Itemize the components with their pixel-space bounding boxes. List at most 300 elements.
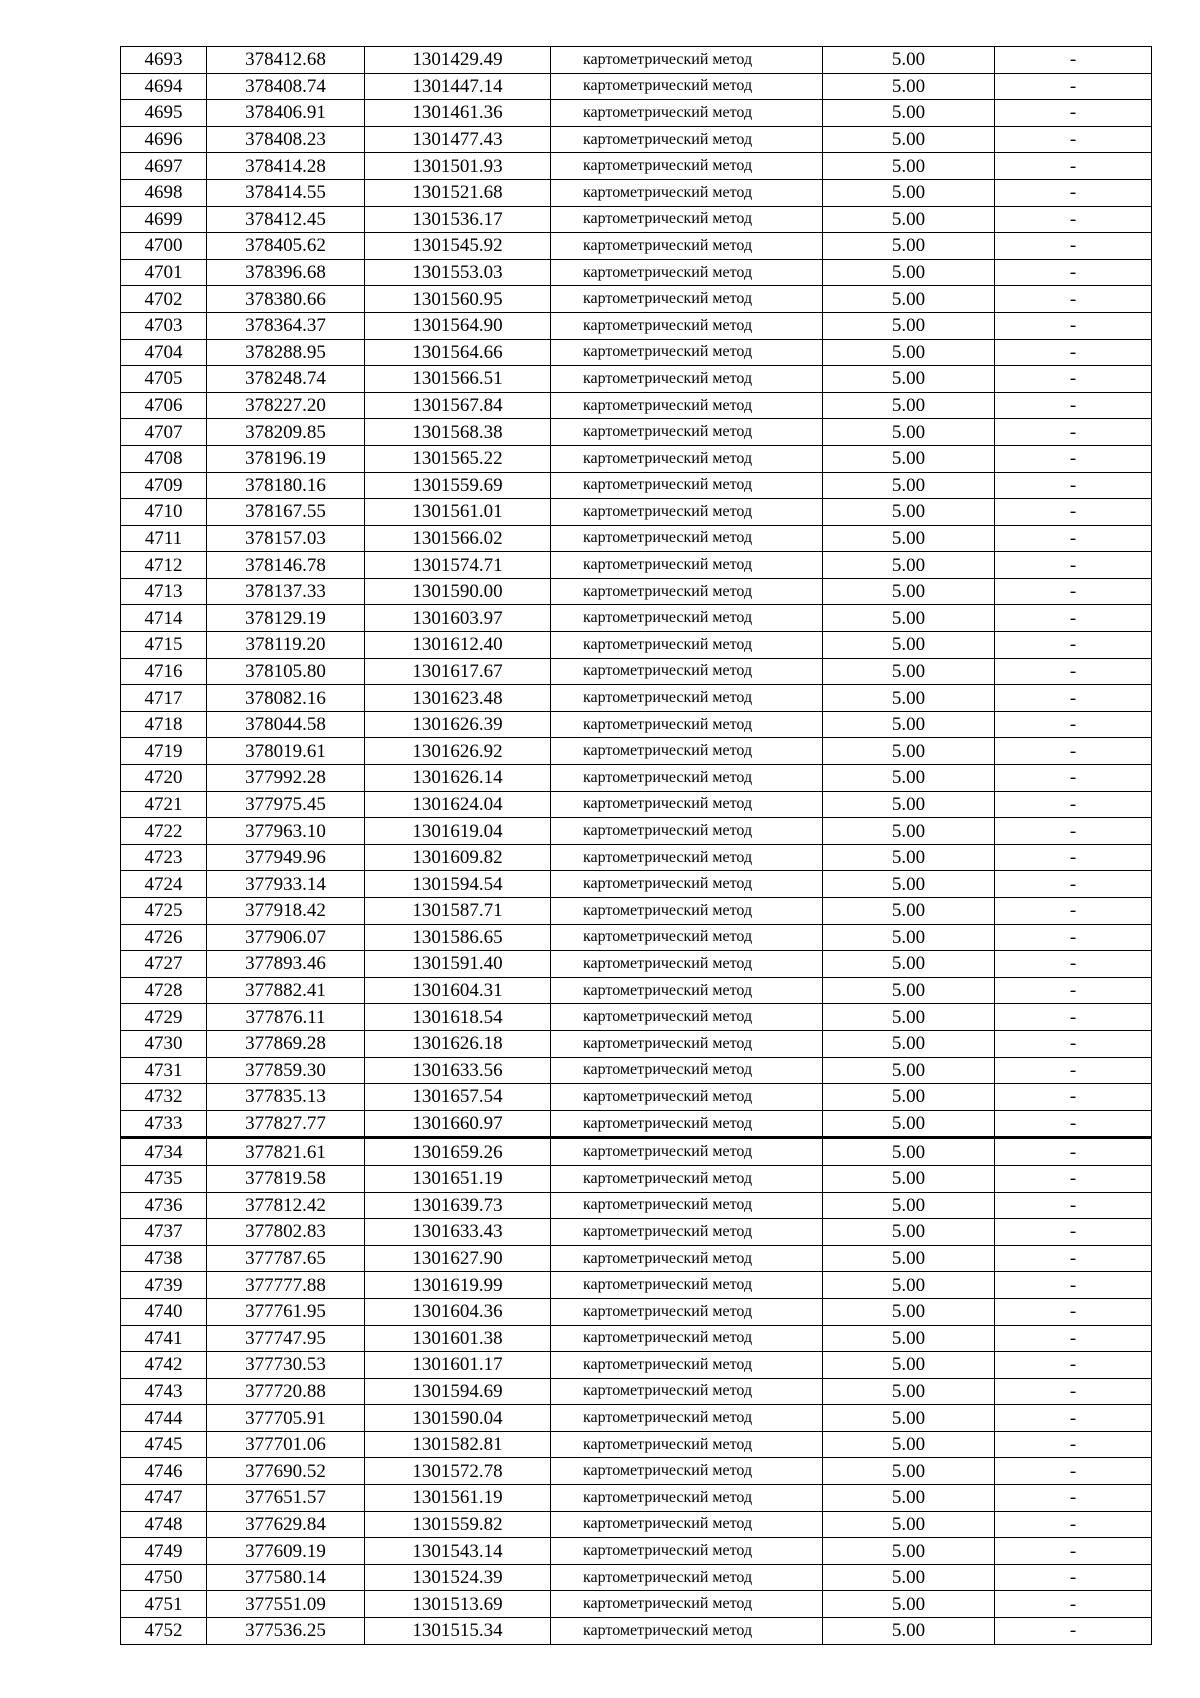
- accuracy-cell: 5.00: [823, 1030, 995, 1057]
- accuracy-cell: 5.00: [823, 844, 995, 871]
- y-coordinate-cell: 1301609.82: [365, 844, 551, 871]
- x-coordinate-cell: 377992.28: [207, 765, 365, 792]
- method-cell: картометрический метод: [551, 1030, 823, 1057]
- point-number-cell: 4714: [121, 605, 207, 632]
- description-cell: -: [995, 1325, 1152, 1352]
- description-cell: -: [995, 1485, 1152, 1512]
- accuracy-cell: 5.00: [823, 445, 995, 472]
- x-coordinate-cell: 377821.61: [207, 1138, 365, 1166]
- description-cell: -: [995, 126, 1152, 153]
- point-number-cell: 4736: [121, 1192, 207, 1219]
- method-cell: картометрический метод: [551, 951, 823, 978]
- y-coordinate-cell: 1301639.73: [365, 1192, 551, 1219]
- accuracy-cell: 5.00: [823, 1591, 995, 1618]
- y-coordinate-cell: 1301461.36: [365, 100, 551, 127]
- description-cell: -: [995, 1405, 1152, 1432]
- accuracy-cell: 5.00: [823, 1405, 995, 1432]
- point-number-cell: 4712: [121, 552, 207, 579]
- description-cell: -: [995, 898, 1152, 925]
- table-row: [121, 738, 1152, 765]
- accuracy-cell: 5.00: [823, 419, 995, 446]
- accuracy-cell: 5.00: [823, 1165, 995, 1192]
- method-cell: картометрический метод: [551, 179, 823, 206]
- x-coordinate-cell: 377730.53: [207, 1352, 365, 1379]
- y-coordinate-cell: 1301591.40: [365, 951, 551, 978]
- description-cell: -: [995, 1511, 1152, 1538]
- x-coordinate-cell: 377536.25: [207, 1618, 365, 1645]
- method-cell: картометрический метод: [551, 1192, 823, 1219]
- y-coordinate-cell: 1301572.78: [365, 1458, 551, 1485]
- accuracy-cell: 5.00: [823, 578, 995, 605]
- description-cell: -: [995, 179, 1152, 206]
- method-cell: картометрический метод: [551, 1325, 823, 1352]
- description-cell: -: [995, 1084, 1152, 1111]
- method-cell: картометрический метод: [551, 1538, 823, 1565]
- point-number-cell: 4715: [121, 632, 207, 659]
- description-cell: -: [995, 1057, 1152, 1084]
- point-number-cell: 4750: [121, 1564, 207, 1591]
- point-number-cell: 4711: [121, 525, 207, 552]
- method-cell: картометрический метод: [551, 605, 823, 632]
- description-cell: -: [995, 392, 1152, 419]
- y-coordinate-cell: 1301553.03: [365, 259, 551, 286]
- point-number-cell: 4745: [121, 1431, 207, 1458]
- y-coordinate-cell: 1301521.68: [365, 179, 551, 206]
- description-cell: -: [995, 419, 1152, 446]
- table-row: [121, 1084, 1152, 1111]
- method-cell: картометрический метод: [551, 1352, 823, 1379]
- table-row: [121, 977, 1152, 1004]
- point-number-cell: 4734: [121, 1138, 207, 1166]
- y-coordinate-cell: 1301633.56: [365, 1057, 551, 1084]
- description-cell: -: [995, 73, 1152, 100]
- y-coordinate-cell: 1301545.92: [365, 233, 551, 260]
- x-coordinate-cell: 377975.45: [207, 791, 365, 818]
- method-cell: картометрический метод: [551, 100, 823, 127]
- description-cell: -: [995, 1591, 1152, 1618]
- description-cell: -: [995, 977, 1152, 1004]
- description-cell: -: [995, 499, 1152, 526]
- point-number-cell: 4706: [121, 392, 207, 419]
- y-coordinate-cell: 1301536.17: [365, 206, 551, 233]
- x-coordinate-cell: 377747.95: [207, 1325, 365, 1352]
- point-number-cell: 4733: [121, 1110, 207, 1138]
- x-coordinate-cell: 378380.66: [207, 286, 365, 313]
- accuracy-cell: 5.00: [823, 738, 995, 765]
- x-coordinate-cell: 378019.61: [207, 738, 365, 765]
- method-cell: картометрический метод: [551, 1458, 823, 1485]
- x-coordinate-cell: 377812.42: [207, 1192, 365, 1219]
- x-coordinate-cell: 378408.23: [207, 126, 365, 153]
- table-row: [121, 685, 1152, 712]
- point-number-cell: 4716: [121, 658, 207, 685]
- method-cell: картометрический метод: [551, 525, 823, 552]
- table-row: [121, 924, 1152, 951]
- y-coordinate-cell: 1301543.14: [365, 1538, 551, 1565]
- method-cell: картометрический метод: [551, 1511, 823, 1538]
- y-coordinate-cell: 1301633.43: [365, 1219, 551, 1246]
- point-number-cell: 4747: [121, 1485, 207, 1512]
- x-coordinate-cell: 377787.65: [207, 1245, 365, 1272]
- description-cell: -: [995, 844, 1152, 871]
- point-number-cell: 4697: [121, 153, 207, 180]
- x-coordinate-cell: 377690.52: [207, 1458, 365, 1485]
- accuracy-cell: 5.00: [823, 153, 995, 180]
- point-number-cell: 4698: [121, 179, 207, 206]
- y-coordinate-cell: 1301566.02: [365, 525, 551, 552]
- x-coordinate-cell: 378209.85: [207, 419, 365, 446]
- table-row: [121, 206, 1152, 233]
- accuracy-cell: 5.00: [823, 233, 995, 260]
- accuracy-cell: 5.00: [823, 871, 995, 898]
- x-coordinate-cell: 377705.91: [207, 1405, 365, 1432]
- table-row: [121, 1618, 1152, 1645]
- point-number-cell: 4743: [121, 1378, 207, 1405]
- y-coordinate-cell: 1301566.51: [365, 366, 551, 393]
- description-cell: -: [995, 711, 1152, 738]
- x-coordinate-cell: 378406.91: [207, 100, 365, 127]
- x-coordinate-cell: 378412.45: [207, 206, 365, 233]
- description-cell: -: [995, 658, 1152, 685]
- description-cell: -: [995, 1138, 1152, 1166]
- point-number-cell: 4742: [121, 1352, 207, 1379]
- accuracy-cell: 5.00: [823, 472, 995, 499]
- y-coordinate-cell: 1301567.84: [365, 392, 551, 419]
- x-coordinate-cell: 378146.78: [207, 552, 365, 579]
- y-coordinate-cell: 1301619.99: [365, 1272, 551, 1299]
- y-coordinate-cell: 1301447.14: [365, 73, 551, 100]
- table-row: [121, 1378, 1152, 1405]
- coordinates-table-body: [121, 47, 1152, 1645]
- table-row: [121, 472, 1152, 499]
- y-coordinate-cell: 1301561.01: [365, 499, 551, 526]
- method-cell: картометрический метод: [551, 658, 823, 685]
- table-row: [121, 605, 1152, 632]
- x-coordinate-cell: 377629.84: [207, 1511, 365, 1538]
- method-cell: картометрический метод: [551, 632, 823, 659]
- method-cell: картометрический метод: [551, 1618, 823, 1645]
- x-coordinate-cell: 378137.33: [207, 578, 365, 605]
- x-coordinate-cell: 377551.09: [207, 1591, 365, 1618]
- description-cell: -: [995, 286, 1152, 313]
- description-cell: -: [995, 100, 1152, 127]
- accuracy-cell: 5.00: [823, 392, 995, 419]
- point-number-cell: 4732: [121, 1084, 207, 1111]
- x-coordinate-cell: 378364.37: [207, 312, 365, 339]
- method-cell: картометрический метод: [551, 738, 823, 765]
- x-coordinate-cell: 378180.16: [207, 472, 365, 499]
- table-row: [121, 1352, 1152, 1379]
- x-coordinate-cell: 378082.16: [207, 685, 365, 712]
- method-cell: картометрический метод: [551, 366, 823, 393]
- method-cell: картометрический метод: [551, 871, 823, 898]
- method-cell: картометрический метод: [551, 898, 823, 925]
- description-cell: -: [995, 1431, 1152, 1458]
- accuracy-cell: 5.00: [823, 1192, 995, 1219]
- description-cell: -: [995, 791, 1152, 818]
- point-number-cell: 4749: [121, 1538, 207, 1565]
- table-row: [121, 1004, 1152, 1031]
- x-coordinate-cell: 378248.74: [207, 366, 365, 393]
- accuracy-cell: 5.00: [823, 818, 995, 845]
- point-number-cell: 4703: [121, 312, 207, 339]
- table-row: [121, 951, 1152, 978]
- accuracy-cell: 5.00: [823, 1298, 995, 1325]
- x-coordinate-cell: 378196.19: [207, 445, 365, 472]
- table-row: [121, 1485, 1152, 1512]
- x-coordinate-cell: 377869.28: [207, 1030, 365, 1057]
- x-coordinate-cell: 378288.95: [207, 339, 365, 366]
- x-coordinate-cell: 378119.20: [207, 632, 365, 659]
- y-coordinate-cell: 1301627.90: [365, 1245, 551, 1272]
- table-row: [121, 1165, 1152, 1192]
- x-coordinate-cell: 378044.58: [207, 711, 365, 738]
- table-row: [121, 233, 1152, 260]
- table-row: [121, 153, 1152, 180]
- y-coordinate-cell: 1301560.95: [365, 286, 551, 313]
- accuracy-cell: 5.00: [823, 605, 995, 632]
- point-number-cell: 4713: [121, 578, 207, 605]
- accuracy-cell: 5.00: [823, 179, 995, 206]
- point-number-cell: 4709: [121, 472, 207, 499]
- description-cell: -: [995, 1030, 1152, 1057]
- point-number-cell: 4701: [121, 259, 207, 286]
- x-coordinate-cell: 377720.88: [207, 1378, 365, 1405]
- point-number-cell: 4694: [121, 73, 207, 100]
- point-number-cell: 4744: [121, 1405, 207, 1432]
- method-cell: картометрический метод: [551, 578, 823, 605]
- accuracy-cell: 5.00: [823, 1564, 995, 1591]
- y-coordinate-cell: 1301501.93: [365, 153, 551, 180]
- table-row: [121, 871, 1152, 898]
- accuracy-cell: 5.00: [823, 1272, 995, 1299]
- method-cell: картометрический метод: [551, 392, 823, 419]
- x-coordinate-cell: 377802.83: [207, 1219, 365, 1246]
- x-coordinate-cell: 378105.80: [207, 658, 365, 685]
- method-cell: картометрический метод: [551, 73, 823, 100]
- x-coordinate-cell: 378167.55: [207, 499, 365, 526]
- x-coordinate-cell: 377882.41: [207, 977, 365, 1004]
- accuracy-cell: 5.00: [823, 100, 995, 127]
- x-coordinate-cell: 377893.46: [207, 951, 365, 978]
- table-row: [121, 525, 1152, 552]
- point-number-cell: 4738: [121, 1245, 207, 1272]
- method-cell: картометрический метод: [551, 499, 823, 526]
- x-coordinate-cell: 377933.14: [207, 871, 365, 898]
- point-number-cell: 4702: [121, 286, 207, 313]
- point-number-cell: 4707: [121, 419, 207, 446]
- accuracy-cell: 5.00: [823, 525, 995, 552]
- point-number-cell: 4708: [121, 445, 207, 472]
- point-number-cell: 4704: [121, 339, 207, 366]
- y-coordinate-cell: 1301477.43: [365, 126, 551, 153]
- y-coordinate-cell: 1301594.54: [365, 871, 551, 898]
- x-coordinate-cell: 377835.13: [207, 1084, 365, 1111]
- table-row: [121, 578, 1152, 605]
- table-row: [121, 1245, 1152, 1272]
- table-row: [121, 259, 1152, 286]
- point-number-cell: 4705: [121, 366, 207, 393]
- accuracy-cell: 5.00: [823, 286, 995, 313]
- method-cell: картометрический метод: [551, 711, 823, 738]
- accuracy-cell: 5.00: [823, 1084, 995, 1111]
- description-cell: -: [995, 1564, 1152, 1591]
- point-number-cell: 4748: [121, 1511, 207, 1538]
- accuracy-cell: 5.00: [823, 1511, 995, 1538]
- y-coordinate-cell: 1301568.38: [365, 419, 551, 446]
- accuracy-cell: 5.00: [823, 658, 995, 685]
- y-coordinate-cell: 1301624.04: [365, 791, 551, 818]
- description-cell: -: [995, 366, 1152, 393]
- table-row: [121, 1538, 1152, 1565]
- point-number-cell: 4724: [121, 871, 207, 898]
- method-cell: картометрический метод: [551, 1084, 823, 1111]
- description-cell: -: [995, 1538, 1152, 1565]
- method-cell: картометрический метод: [551, 1298, 823, 1325]
- method-cell: картометрический метод: [551, 286, 823, 313]
- description-cell: -: [995, 312, 1152, 339]
- table-row: [121, 1272, 1152, 1299]
- y-coordinate-cell: 1301561.19: [365, 1485, 551, 1512]
- accuracy-cell: 5.00: [823, 1325, 995, 1352]
- x-coordinate-cell: 377949.96: [207, 844, 365, 871]
- point-number-cell: 4696: [121, 126, 207, 153]
- method-cell: картометрический метод: [551, 1138, 823, 1166]
- description-cell: -: [995, 1219, 1152, 1246]
- y-coordinate-cell: 1301582.81: [365, 1431, 551, 1458]
- table-row: [121, 179, 1152, 206]
- point-number-cell: 4746: [121, 1458, 207, 1485]
- table-row: [121, 1298, 1152, 1325]
- point-number-cell: 4695: [121, 100, 207, 127]
- method-cell: картометрический метод: [551, 977, 823, 1004]
- y-coordinate-cell: 1301590.00: [365, 578, 551, 605]
- y-coordinate-cell: 1301626.14: [365, 765, 551, 792]
- y-coordinate-cell: 1301626.39: [365, 711, 551, 738]
- point-number-cell: 4729: [121, 1004, 207, 1031]
- description-cell: -: [995, 1458, 1152, 1485]
- point-number-cell: 4725: [121, 898, 207, 925]
- point-number-cell: 4726: [121, 924, 207, 951]
- table-row: [121, 73, 1152, 100]
- x-coordinate-cell: 377580.14: [207, 1564, 365, 1591]
- x-coordinate-cell: 378414.28: [207, 153, 365, 180]
- x-coordinate-cell: 377761.95: [207, 1298, 365, 1325]
- description-cell: -: [995, 924, 1152, 951]
- description-cell: -: [995, 339, 1152, 366]
- y-coordinate-cell: 1301574.71: [365, 552, 551, 579]
- point-number-cell: 4741: [121, 1325, 207, 1352]
- accuracy-cell: 5.00: [823, 1057, 995, 1084]
- table-row: [121, 1110, 1152, 1138]
- x-coordinate-cell: 378405.62: [207, 233, 365, 260]
- description-cell: -: [995, 1192, 1152, 1219]
- point-number-cell: 4710: [121, 499, 207, 526]
- description-cell: -: [995, 1165, 1152, 1192]
- description-cell: -: [995, 685, 1152, 712]
- y-coordinate-cell: 1301617.67: [365, 658, 551, 685]
- method-cell: картометрический метод: [551, 1004, 823, 1031]
- description-cell: -: [995, 765, 1152, 792]
- method-cell: картометрический метод: [551, 765, 823, 792]
- table-row: [121, 419, 1152, 446]
- table-row: [121, 1458, 1152, 1485]
- table-row: [121, 1138, 1152, 1166]
- table-row: [121, 366, 1152, 393]
- point-number-cell: 4717: [121, 685, 207, 712]
- method-cell: картометрический метод: [551, 1564, 823, 1591]
- description-cell: -: [995, 206, 1152, 233]
- y-coordinate-cell: 1301659.26: [365, 1138, 551, 1166]
- table-row: [121, 818, 1152, 845]
- y-coordinate-cell: 1301429.49: [365, 47, 551, 74]
- description-cell: -: [995, 1004, 1152, 1031]
- description-cell: -: [995, 525, 1152, 552]
- method-cell: картометрический метод: [551, 339, 823, 366]
- description-cell: -: [995, 818, 1152, 845]
- method-cell: картометрический метод: [551, 472, 823, 499]
- y-coordinate-cell: 1301564.90: [365, 312, 551, 339]
- method-cell: картометрический метод: [551, 685, 823, 712]
- y-coordinate-cell: 1301657.54: [365, 1084, 551, 1111]
- y-coordinate-cell: 1301623.48: [365, 685, 551, 712]
- method-cell: картометрический метод: [551, 445, 823, 472]
- table-row: [121, 1030, 1152, 1057]
- method-cell: картометрический метод: [551, 47, 823, 74]
- description-cell: -: [995, 1298, 1152, 1325]
- point-number-cell: 4739: [121, 1272, 207, 1299]
- accuracy-cell: 5.00: [823, 1485, 995, 1512]
- point-number-cell: 4728: [121, 977, 207, 1004]
- x-coordinate-cell: 377918.42: [207, 898, 365, 925]
- table-row: [121, 765, 1152, 792]
- description-cell: -: [995, 1352, 1152, 1379]
- x-coordinate-cell: 377827.77: [207, 1110, 365, 1138]
- accuracy-cell: 5.00: [823, 1004, 995, 1031]
- accuracy-cell: 5.00: [823, 1138, 995, 1166]
- y-coordinate-cell: 1301612.40: [365, 632, 551, 659]
- accuracy-cell: 5.00: [823, 898, 995, 925]
- table-row: [121, 1431, 1152, 1458]
- x-coordinate-cell: 377876.11: [207, 1004, 365, 1031]
- x-coordinate-cell: 378157.03: [207, 525, 365, 552]
- accuracy-cell: 5.00: [823, 1245, 995, 1272]
- point-number-cell: 4730: [121, 1030, 207, 1057]
- y-coordinate-cell: 1301619.04: [365, 818, 551, 845]
- method-cell: картометрический метод: [551, 1272, 823, 1299]
- x-coordinate-cell: 377777.88: [207, 1272, 365, 1299]
- point-number-cell: 4740: [121, 1298, 207, 1325]
- y-coordinate-cell: 1301604.31: [365, 977, 551, 1004]
- description-cell: -: [995, 632, 1152, 659]
- method-cell: картометрический метод: [551, 233, 823, 260]
- y-coordinate-cell: 1301586.65: [365, 924, 551, 951]
- method-cell: картометрический метод: [551, 1165, 823, 1192]
- accuracy-cell: 5.00: [823, 685, 995, 712]
- x-coordinate-cell: 377906.07: [207, 924, 365, 951]
- x-coordinate-cell: 378408.74: [207, 73, 365, 100]
- point-number-cell: 4719: [121, 738, 207, 765]
- point-number-cell: 4752: [121, 1618, 207, 1645]
- method-cell: картометрический метод: [551, 259, 823, 286]
- table-row: [121, 445, 1152, 472]
- method-cell: картометрический метод: [551, 206, 823, 233]
- table-row: [121, 1325, 1152, 1352]
- point-number-cell: 4751: [121, 1591, 207, 1618]
- y-coordinate-cell: 1301601.17: [365, 1352, 551, 1379]
- method-cell: картометрический метод: [551, 312, 823, 339]
- table-row: [121, 499, 1152, 526]
